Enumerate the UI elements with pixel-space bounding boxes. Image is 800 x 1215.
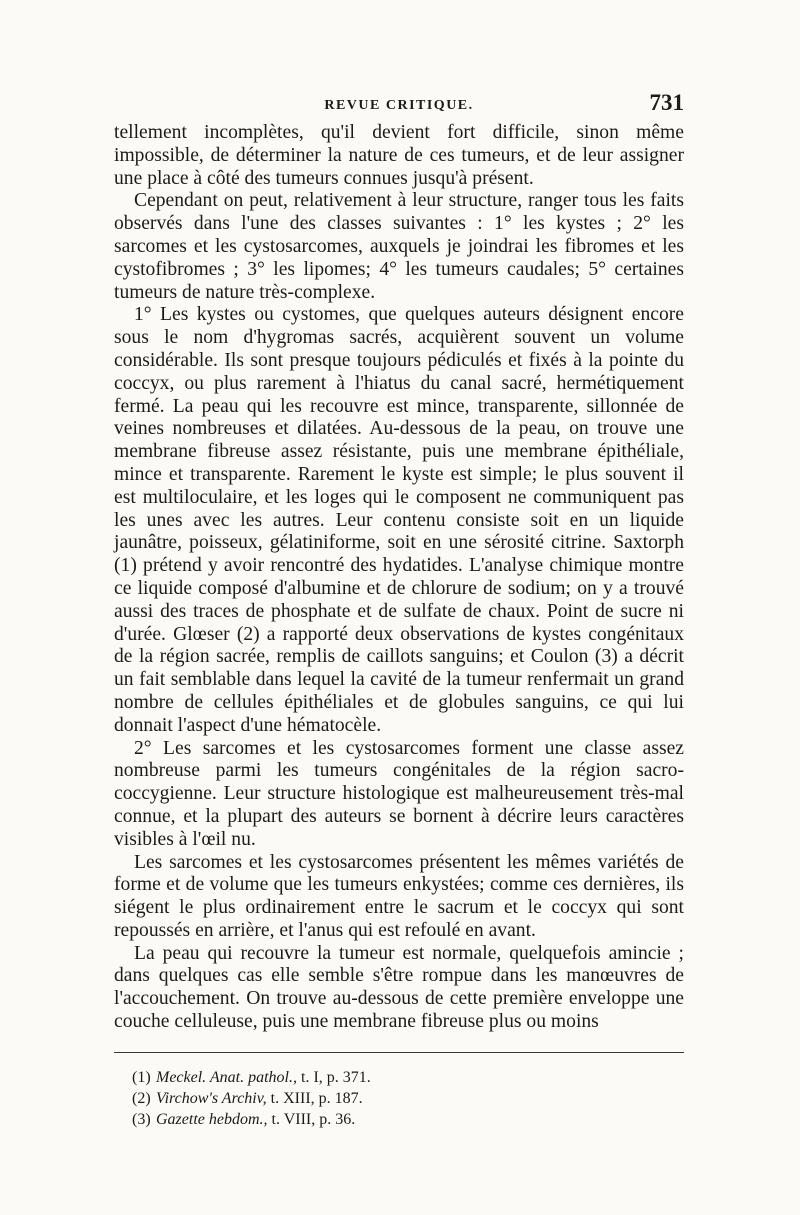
footnote-number: (1) xyxy=(132,1068,151,1086)
footnote xyxy=(132,1088,684,1109)
footnote-divider xyxy=(114,1052,684,1053)
footnote-source: Virchow's Archiv, xyxy=(156,1089,267,1107)
footnote-ref: t. XIII, p. 187. xyxy=(270,1089,363,1107)
footnote xyxy=(132,1109,684,1130)
page-header xyxy=(114,90,684,122)
paragraph: 1° Les kystes ou cystomes, que quelques auteurs désignent encore sous le nom d'hygromas sacrés, acquièrent souvent un volume considérable. Ils sont presque toujours pédiculés et fixés à la pointe du coccyx, ou plus rarement à l'hiatus du canal sacré, hermétiquement fermé. La peau qui les recouvre est mince, transparente, sillonnée de veines nombreuses et dilatées. Au-dessous de la peau, on trouve une membrane fibreuse assez résistante, puis une membrane épithéliale, mince et transparente. Rarement le kyste est simple; le plus souvent il est multiloculaire, et les loges qui le composent ne communiquent pas les unes avec les autres. Leur contenu consiste soit en un liquide jaunâtre, poisseux, gélatiniforme, soit en une sérosité citrine. Saxtorph (1) prétend y avoir rencontré des hydatides. L'analyse chimique montre ce liquide composé d'albumine et de chlorure de sodium; on y a trouvé aussi des traces de phosphate et de sulfate de chaux. Point de sucre ni d'urée. Glœser (2) a rapporté deux observations de kystes congénitaux de la région sacrée, remplis de caillots sanguins; et Coulon (3) a décrit un fait semblable dans lequel la cavité de la tumeur renfermait un grand nombre de cellules épithéliales et de globules sanguins, ce qui lui donnait l'aspect d'une hématocèle. xyxy=(114,304,684,736)
footnote-ref: t. I, p. 371. xyxy=(301,1068,371,1086)
footnote-number: (2) xyxy=(132,1089,151,1107)
paragraph: Cependant on peut, relativement à leur structure, ranger tous les faits observés dans l'une des classes suivantes : 1° les kystes ; 2° les sarcomes et les cystosarcomes, auxquels je joindrai les fibromes et les cystofibromes ; 3° les lipomes; 4° les tumeurs caudales; 5° certaines tumeurs de nature très-complexe. xyxy=(114,190,684,303)
paragraph: 2° Les sarcomes et les cystosarcomes forment une classe assez nombreuse parmi les tumeurs congénitales de la région sacro-coccygienne. Leur structure histologique est malheureusement très-mal connue, et la plupart des auteurs se bornent à décrire leurs caractères visibles à l'œil nu. xyxy=(114,737,684,850)
footnote-source: Meckel. Anat. pathol., xyxy=(156,1068,297,1086)
paragraph: Les sarcomes et les cystosarcomes présentent les mêmes variétés de forme et de volume que les tumeurs enkystées; comme ces dernières, ils siégent le plus ordinairement entre le sacrum et le coccyx qui sont repoussés en arrière, et l'anus qui est refoulé en avant. xyxy=(114,851,684,941)
paragraph: La peau qui recouvre la tumeur est normale, quelquefois amincie ; dans quelques cas elle semble s'être rompue dans les manœuvres de l'accouchement. On trouve au-dessous de cette première enveloppe une couche celluleuse, puis une membrane fibreuse plus ou moins xyxy=(114,942,684,1033)
footnote xyxy=(132,1067,684,1088)
footnotes xyxy=(114,1067,684,1130)
footnote-source: Gazette hebdom., xyxy=(156,1110,268,1128)
book-page xyxy=(114,90,684,1130)
body-text xyxy=(114,122,684,1034)
paragraph: tellement incomplètes, qu'il devient fort difficile, sinon même impossible, de déterminer la nature de ces tumeurs, et de leur assigner une place à côté des tumeurs connues jusqu'à présent. xyxy=(114,122,684,189)
footnote-ref: t. VIII, p. 36. xyxy=(271,1110,356,1128)
footnote-number: (3) xyxy=(132,1110,151,1128)
running-title: REVUE CRITIQUE. xyxy=(324,98,474,113)
page-number: 731 xyxy=(649,90,684,115)
